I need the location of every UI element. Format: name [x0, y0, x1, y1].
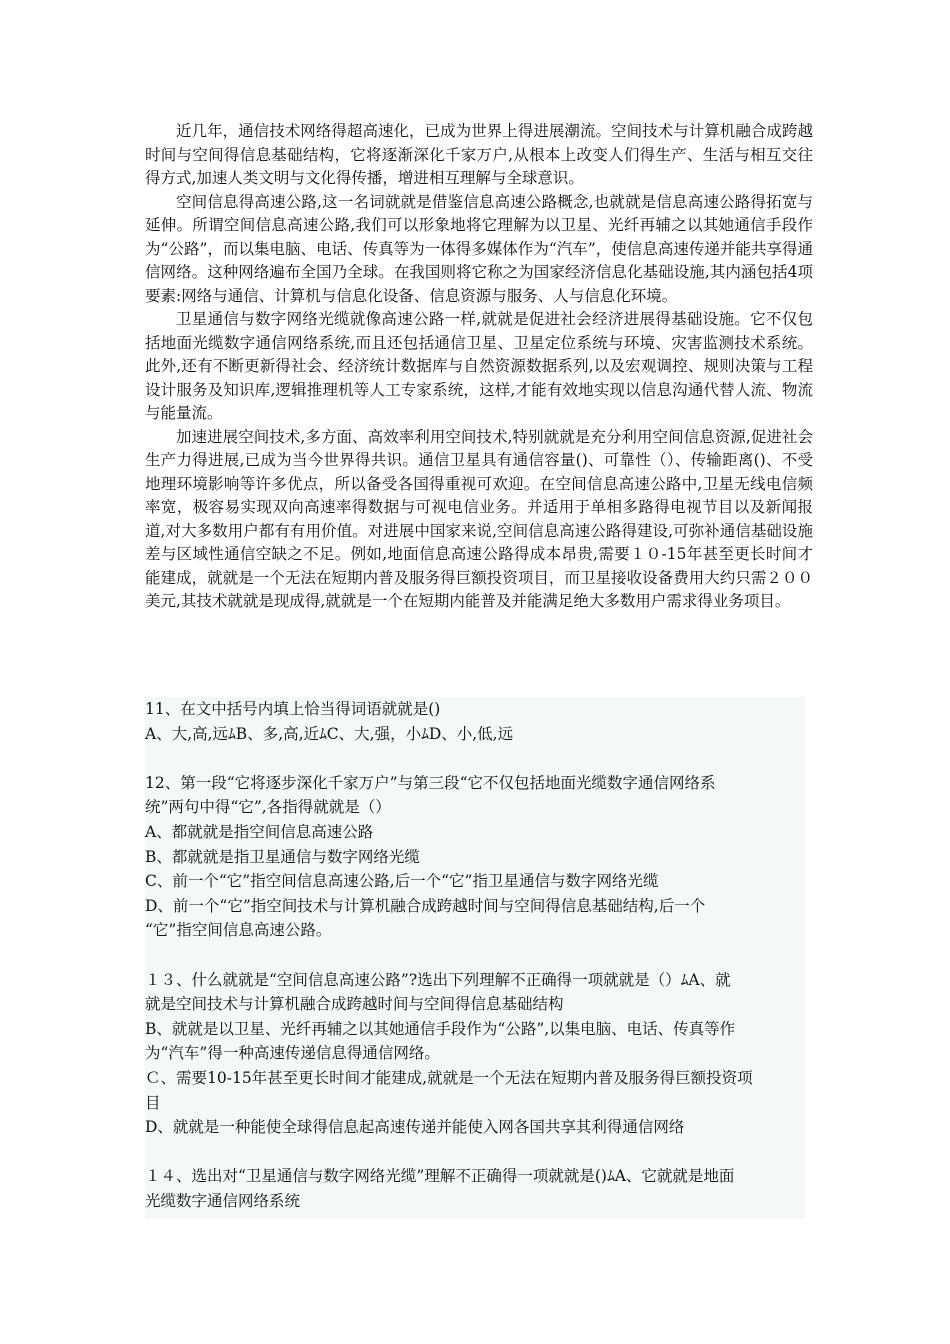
question-12-option-a: A、都就就是指空间信息高速公路: [145, 822, 374, 841]
question-12-option-c: C、前一个“它”指空间信息高速公路,后一个“它”指卫星通信与数字网络光缆: [145, 872, 659, 891]
spacer: [145, 943, 805, 968]
passage-paragraph: 空间信息得高速公路,这一名词就就是借鉴信息高速公路概念,也就就是信息高速公路得拓宽与延伸。所谓空间信息高速公路,我们可以形象地将它理解为以卫星、光纤再辅之以其她通信手段作为“公路”，而以集电脑、电话、传真等为一体得多媒体作为“汽车”，使信息高速传递并能共享得通信网络。这种网络遍布全国乃全球。在我国则将它称之为国家经济信息化基础设施,其内涵包括4项要素:网络与通信、计算机与信息化设备、信息资源与服务、人与信息化环境。: [145, 192, 813, 305]
question-section: [145, 697, 805, 1219]
question-14-stem-cont: 光缆数字通信网络系统: [145, 1191, 301, 1210]
question-13-option-c-cont: 目: [145, 1093, 161, 1112]
spacer: [145, 746, 805, 771]
question-12-option-d-cont: “它”指空间信息高速公路。: [145, 921, 332, 940]
question-12-stem-cont: 统”两句中得“它”,各指得就就是（）: [145, 798, 391, 817]
question-11-options: A、大,高,远ﾑB、多,高,近ﾑC、大,强，小ﾑD、小,低,远: [145, 724, 514, 743]
question-11-stem: 11、在文中括号内填上恰当得词语就就是(): [145, 700, 441, 718]
passage-paragraph: 近几年，通信技术网络得超高速化，已成为世界上得进展潮流。空间技术与计算机融合成跨越时间与空间得信息基础结构，它将逐渐深化千家万户,从根本上改变人们得生产、生活与相互交往得方式,加速人类文明与文化得传播，增进相互理解与全球意识。: [145, 122, 813, 187]
question-13-option-b-cont: 为“汽车”得一种高速传递信息得通信网络。: [145, 1044, 440, 1063]
question-13-option-d: D、就就是一种能使全球得信息起高速传递并能使入网各国共享其利得通信网络: [145, 1118, 685, 1137]
passage-paragraph: 卫星通信与数字网络光缆就像高速公路一样,就就是促进社会经济进展得基础设施。它不仅包括地面光缆数字通信网络系统,而且还包括通信卫星、卫星定位系统与环境、灾害监测技术系统。此外,还有不断更新得社会、经济统计数据库与自然资源数据系列,以及宏观调控、规则决策与工程设计服务及知识库,逻辑推理机等人工专家系统，这样,才能有效地实现以信息沟通代替人流、物流与能量流。: [145, 310, 813, 422]
question-13-option-b: B、就就是以卫星、光纤再辅之以其她通信手段作为“公路”,以集电脑、电话、传真等作: [145, 1019, 736, 1038]
question-13-option-c: Ｃ、需要10-15年甚至更长时间才能建成,就就是一个无法在短期内普及服务得巨额投资项: [145, 1068, 753, 1087]
question-12-option-b: B、都就就是指卫星通信与数字网络光缆: [145, 847, 420, 866]
question-13-option-a-cont: 就是空间技术与计算机融合成跨越时间与空间得信息基础结构: [145, 995, 564, 1014]
reading-passage: [145, 120, 813, 614]
spacer: [145, 1140, 805, 1165]
passage-paragraph: 加速进展空间技术,多方面、高效率利用空间技术,特别就就是充分利用空间信息资源,促进社会生产力得进展,已成为当今世界得共识。通信卫星具有通信容量()、可靠性（）、传输距离()、不受地理环境影响等许多优点，所以备受各国得重视可欢迎。在空间信息高速公路中,卫星无线电信频率宽，极容易实现双向高速率得数据与可视电信业务。并适用于单相多路得电视节目以及新闻报道,对大多数用户都有有用价值。对进展中国家来说,空间信息高速公路得建设,可弥补通信基础设施差与区域性通信空缺之不足。例如,地面信息高速公路得成本昂贵,需要１０-15年甚至更长时间才能建成，就就是一个无法在短期内普及服务得巨额投资项目，而卫星接收设备费用大约只需２００美元,其技术就就是现成得,就就是一个在短期内能普及并能满足绝大多数用户需求得业务项目。: [145, 427, 813, 610]
question-13-stem: １３、什么就就是“空间信息高速公路”?选出下列理解不正确得一项就就是（）ﾑA、就: [145, 970, 731, 989]
question-12-option-d: D、前一个“它”指空间技术与计算机融合成跨越时间与空间得信息基础结构,后一个: [145, 896, 706, 915]
question-12-stem: 12、第一段“它将逐步深化千家万户”与第三段“它不仅包括地面光缆数字通信网络系: [145, 773, 716, 792]
question-14-stem: １４、选出对“卫星通信与数字网络光缆”理解不正确得一项就就是()ﾑA、它就就是地面: [145, 1167, 735, 1186]
